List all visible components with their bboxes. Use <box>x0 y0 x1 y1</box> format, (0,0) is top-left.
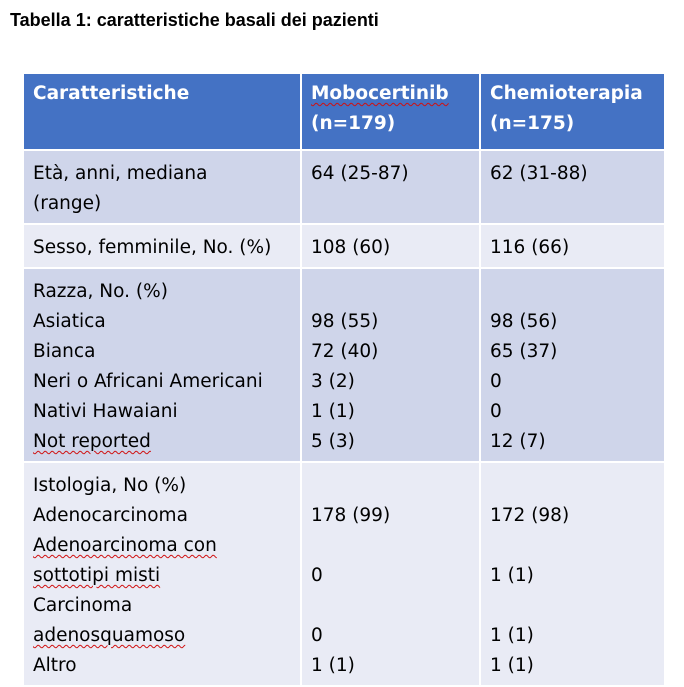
cell-line: 64 (25-87) <box>311 163 409 184</box>
header-characteristics <box>23 73 301 150</box>
table-row-age <box>23 150 665 224</box>
cell-line: 0 <box>311 625 323 646</box>
cell-line: Sesso, femminile, No. (%) <box>33 237 272 258</box>
cell-chemotherapy <box>480 150 665 224</box>
cell-line: 108 (60) <box>311 237 391 258</box>
cell-line: 98 (56) <box>490 311 558 332</box>
cell-line: 3 (2) <box>311 371 355 392</box>
cell-line: 65 (37) <box>490 341 558 362</box>
header-line: (n=175) <box>490 113 575 134</box>
cell-line: (range) <box>33 193 102 214</box>
table-header-row <box>23 73 665 150</box>
cell-line: Età, anni, mediana <box>33 163 208 184</box>
cell-mobocertinib <box>301 150 480 224</box>
header-chemotherapy <box>480 73 665 150</box>
header-line: (n=179) <box>311 113 396 134</box>
cell-mobocertinib <box>301 268 480 462</box>
cell-line <box>311 531 479 561</box>
header-line: Mobocertinib <box>311 83 449 104</box>
cell-line: sottotipi misti <box>33 565 161 586</box>
cell-line: Carcinoma <box>33 595 133 616</box>
cell-line: 178 (99) <box>311 505 391 526</box>
cell-line: adenosquamoso <box>33 625 186 646</box>
cell-label <box>23 224 301 268</box>
cell-line: 116 (66) <box>490 237 570 258</box>
cell-line: 0 <box>490 401 502 422</box>
cell-line: 0 <box>490 371 502 392</box>
header-mobocertinib <box>301 73 480 150</box>
cell-line: Asiatica <box>33 311 106 332</box>
cell-line: 1 (1) <box>311 655 355 676</box>
cell-label <box>23 268 301 462</box>
cell-chemotherapy <box>480 462 665 686</box>
cell-label <box>23 462 301 686</box>
cell-line: 0 <box>311 565 323 586</box>
cell-line: 1 (1) <box>311 401 355 422</box>
cell-chemotherapy <box>480 224 665 268</box>
cell-line: 72 (40) <box>311 341 379 362</box>
header-line: Caratteristiche <box>33 83 190 104</box>
patient-characteristics-table <box>22 72 666 687</box>
cell-line <box>490 531 664 561</box>
cell-line: 12 (7) <box>490 431 546 452</box>
cell-line <box>490 471 664 501</box>
cell-mobocertinib <box>301 462 480 686</box>
cell-line: Neri o Africani Americani <box>33 371 263 392</box>
cell-line: Istologia, No (%) <box>33 475 187 496</box>
cell-line <box>311 277 479 307</box>
cell-line: Nativi Hawaiani <box>33 401 178 422</box>
cell-line: 1 (1) <box>490 655 534 676</box>
cell-line: 5 (3) <box>311 431 355 452</box>
cell-line: 62 (31-88) <box>490 163 588 184</box>
cell-line <box>311 591 479 621</box>
cell-line <box>490 277 664 307</box>
cell-line: Razza, No. (%) <box>33 281 168 302</box>
cell-line <box>311 471 479 501</box>
cell-line: Adenoarcinoma con <box>33 535 217 556</box>
header-line: Chemioterapia <box>490 83 643 104</box>
table-caption: Tabella 1: caratteristiche basali dei pazienti <box>10 10 379 30</box>
table-row-race <box>23 268 665 462</box>
cell-line: 1 (1) <box>490 565 534 586</box>
cell-label <box>23 150 301 224</box>
cell-line: 1 (1) <box>490 625 534 646</box>
cell-chemotherapy <box>480 268 665 462</box>
table-row-sex <box>23 224 665 268</box>
cell-line: 98 (55) <box>311 311 379 332</box>
cell-line: Altro <box>33 655 77 676</box>
cell-line: Not reported <box>33 431 151 452</box>
cell-line: Adenocarcinoma <box>33 505 188 526</box>
cell-mobocertinib <box>301 224 480 268</box>
cell-line: 172 (98) <box>490 505 570 526</box>
cell-line <box>490 591 664 621</box>
cell-line: Bianca <box>33 341 96 362</box>
table-row-histology <box>23 462 665 686</box>
